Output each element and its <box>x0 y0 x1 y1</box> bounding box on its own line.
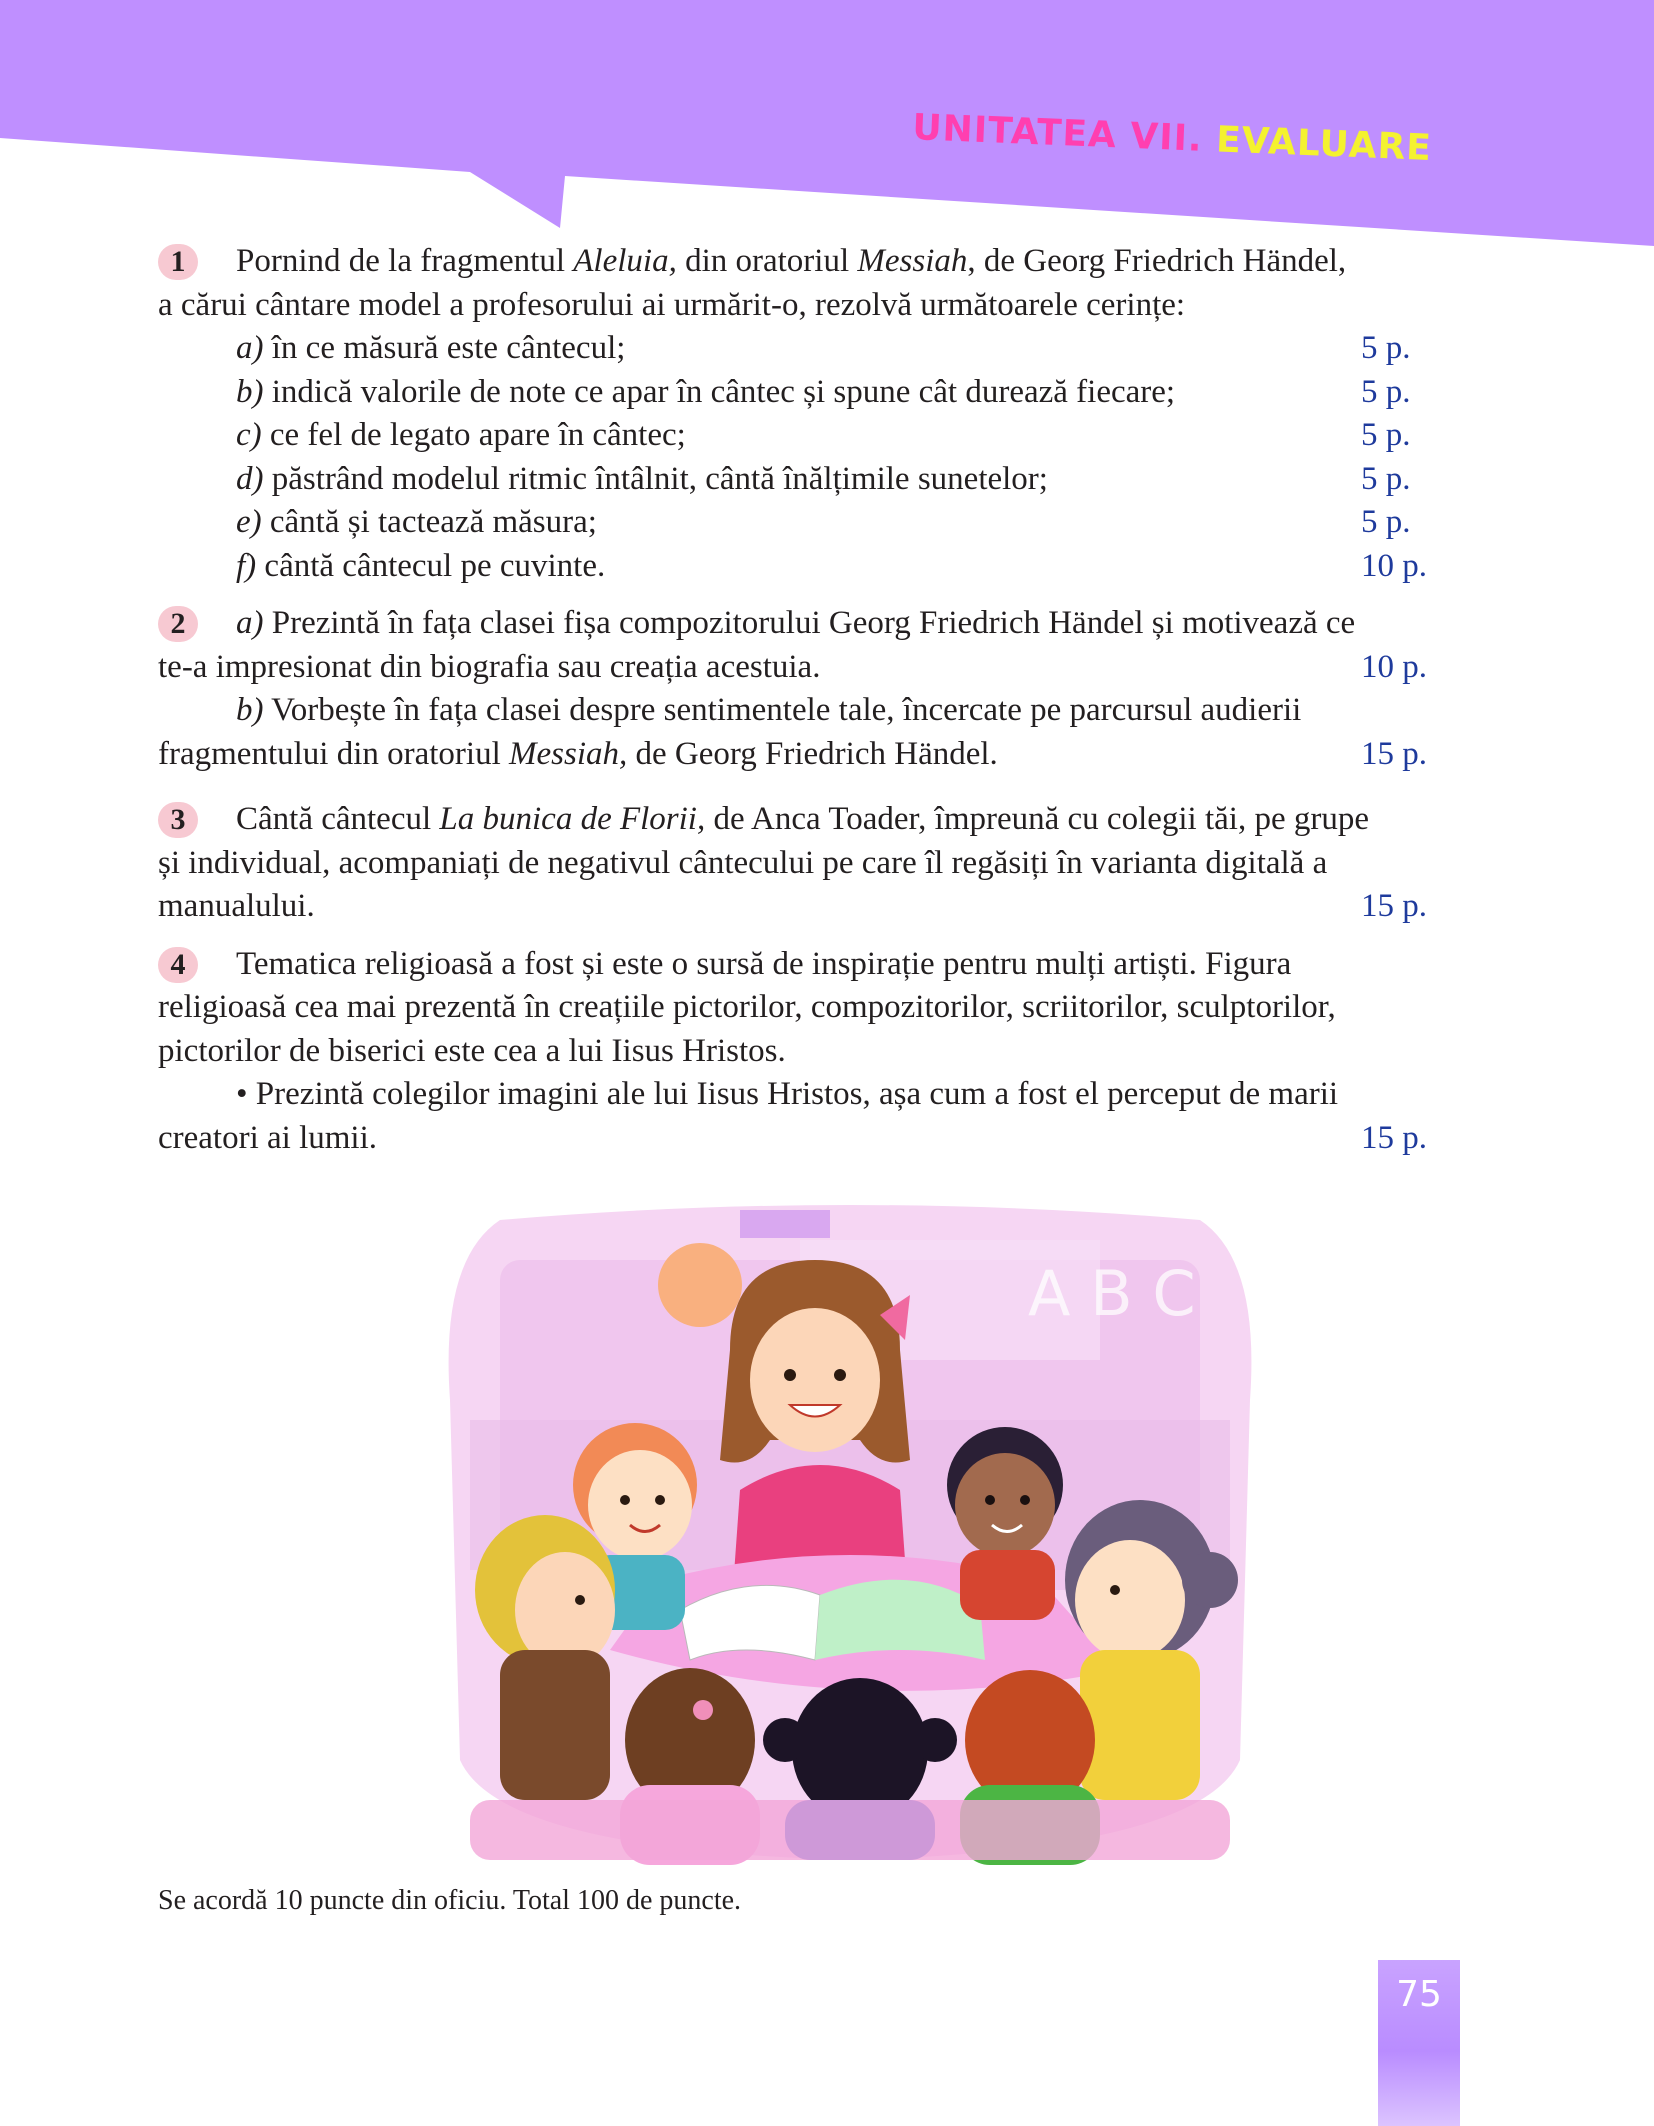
points-label: 10 p. <box>1361 547 1427 584</box>
exercise-1-item-c: c) ce fel de legato apare în cântec; 5 p. <box>158 414 1458 458</box>
exercise-3-line2: și individual, acompaniați de negativul cântecului pe care îl regăsiți în varianta digitală a <box>158 844 1328 881</box>
points-label: 5 p. <box>1361 373 1411 410</box>
unit-label: UNITATEA VII. <box>911 107 1204 160</box>
points-label: 10 p. <box>1361 648 1427 685</box>
exercise-number-badge: 2 <box>158 606 198 642</box>
exercise-2 <box>158 602 1458 776</box>
exercise-1-intro-line2: a cărui cântare model a profesorului ai urmărit-o, rezolvă următoarele cerințe: <box>158 286 1186 323</box>
points-label: 15 p. <box>1361 735 1427 772</box>
exercise-3-line1: 3 Cântă cântecul La bunica de Florii, de Anca Toader, împreună cu colegii tăi, pe grupe <box>158 798 1458 842</box>
exercise-2-a-line1: 2 a) Prezintă în fața clasei fișa compozitorului Georg Friedrich Händel și motivează ce <box>158 602 1458 646</box>
exercise-4-bullet-line1: • Prezintă colegilor imagini ale lui Iisus Hristos, așa cum a fost el perceput de marii <box>236 1076 1339 1112</box>
points-label: 5 p. <box>1361 330 1411 366</box>
points-label: 5 p. <box>1361 504 1411 540</box>
exercise-number-badge: 3 <box>158 802 198 838</box>
exercise-3-line3: manualului. 15 p. <box>158 885 1458 929</box>
exercise-3 <box>158 798 1458 929</box>
points-label: 5 p. <box>1361 417 1411 453</box>
exercise-2-b-line1: b) Vorbește în fața clasei despre sentimentele tale, încercate pe parcursul audierii <box>236 692 1302 728</box>
exercise-1-item-b: b) indică valorile de note ce apar în cântec și spune cât durează fiecare; 5 p. <box>158 371 1458 415</box>
exercise-1-item-e: e) cântă și tactează măsura; 5 p. <box>158 501 1458 545</box>
board-text: A B C <box>1028 1257 1196 1330</box>
exercise-1-item-a: a) în ce măsură este cântecul; 5 p. <box>158 327 1458 371</box>
exercise-4-line1: 4 Tematica religioasă a fost și este o sursă de inspirație pentru mulți artiști. Figura <box>158 943 1458 987</box>
page-number: 75 <box>1396 1974 1442 2015</box>
exercise-1-intro: 1 Pornind de la fragmentul Aleluia, din oratoriul Messiah, de Georg Friedrich Händel, <box>158 240 1458 284</box>
points-label: 15 p. <box>1361 1119 1427 1156</box>
exercise-4 <box>158 943 1458 1161</box>
points-label: 5 p. <box>1361 460 1411 497</box>
exercise-number-badge: 1 <box>158 244 198 280</box>
exercise-number-badge: 4 <box>158 947 198 983</box>
exercise-4-line3: pictorilor de biserici este cea a lui Iisus Hristos. <box>158 1032 786 1069</box>
exercise-1-item-f: f) cântă cântecul pe cuvinte. 10 p. <box>158 545 1458 589</box>
exercise-4-line2: religioasă cea mai prezentă în creațiile pictorilor, compozitorilor, scriitorilor, sculptorilor, <box>158 989 1336 1025</box>
section-label: EVALUARE <box>1215 119 1433 169</box>
exercise-2-b-line2: fragmentului din oratoriul Messiah, de Georg Friedrich Händel. 15 p. <box>158 733 1458 777</box>
exercise-4-bullet-line2: creatori ai lumii. 15 p. <box>158 1117 1458 1161</box>
classroom-illustration <box>440 1200 1260 1880</box>
exercise-list <box>158 240 1458 1160</box>
exercise-1 <box>158 240 1458 588</box>
exercise-1-item-d: d) păstrând modelul ritmic întâlnit, cântă înălțimile sunetelor; 5 p. <box>158 458 1458 502</box>
page-number-tab <box>1378 1960 1460 2126</box>
points-label: 15 p. <box>1361 888 1427 924</box>
scoring-note: Se acordă 10 puncte din oficiu. Total 100 de puncte. <box>158 1885 742 1916</box>
exercise-2-a-line2: te-a impresionat din biografia sau creația acestuia. 10 p. <box>158 646 1458 690</box>
